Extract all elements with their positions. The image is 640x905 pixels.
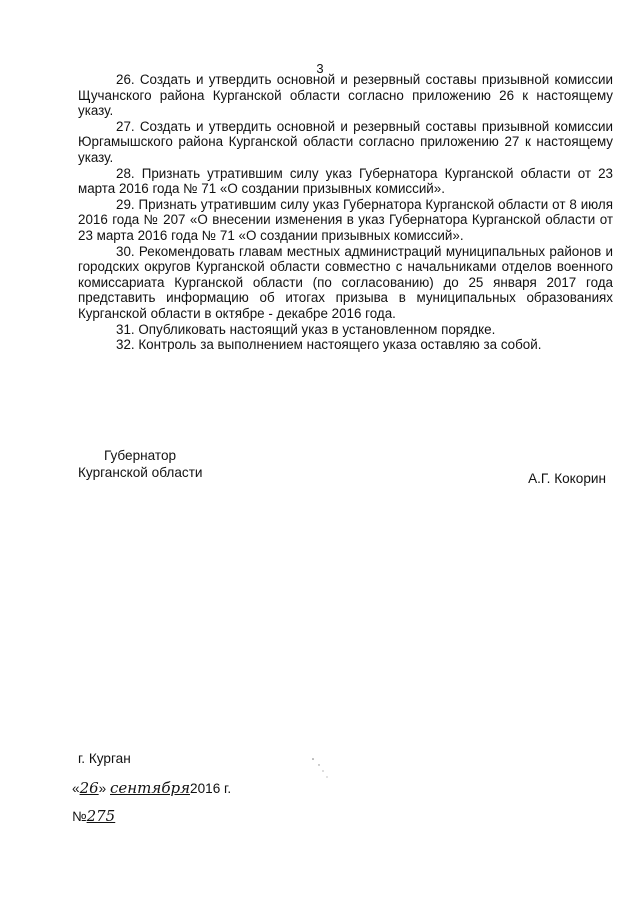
signatory-title: Губернатор — [104, 448, 177, 463]
issue-date — [72, 780, 231, 797]
decree-number — [72, 808, 115, 825]
signatory-name: А.Г. Кокорин — [528, 471, 606, 486]
paragraph-26: 26. Создать и утвердить основной и резервный составы призывной комиссии Щучанского района Курганской области согласно приложению 26 к настоящему указу. — [78, 72, 613, 119]
paragraph-29: 29. Признать утратившим силу указ Губернатора Курганской области от 8 июля 2016 года № 207 «О внесении изменения в указ Губернатора Курганской области от 23 марта 2016 года № 71 «О создании призывных комиссий». — [78, 196, 613, 243]
signatory-region: Курганской области — [78, 465, 203, 480]
date-year: 2016 г. — [190, 781, 232, 796]
date-quote-close: » — [98, 781, 107, 796]
date-month-handwritten: сентября — [110, 779, 191, 797]
issue-city: г. Курган — [78, 751, 131, 766]
document-body — [78, 72, 613, 353]
number-handwritten: 275 — [86, 807, 116, 825]
paragraph-31: 31. Опубликовать настоящий указ в установленном порядке. — [116, 321, 496, 337]
page-number: 3 — [316, 61, 324, 76]
paragraph-28: 28. Признать утратившим силу указ Губернатора Курганской области от 23 марта 2016 года № 71 «О создании призывных комиссий». — [78, 165, 613, 197]
paragraph-32: 32. Контроль за выполнением настоящего указа оставляю за собой. — [116, 337, 542, 353]
paragraph-30: 30. Рекомендовать главам местных администраций муниципальных районов и городских округов Курганской области совместно с начальниками отделов военного комиссариата Курганской области (по согласованию) до 25 января 2017 года представить информацию об итогах призыва в муниципальных образованиях Курганской области в октябре - декабре 2016 года. — [78, 243, 613, 321]
paragraph-27: 27. Создать и утвердить основной и резервный составы призывной комиссии Юргамышского района Курганской области согласно приложению 27 к настоящему указу. — [78, 118, 613, 165]
date-day-handwritten: 26 — [79, 779, 99, 797]
scan-specks — [305, 755, 345, 795]
date-quote-open: « — [72, 781, 80, 796]
number-label: № — [72, 809, 87, 824]
